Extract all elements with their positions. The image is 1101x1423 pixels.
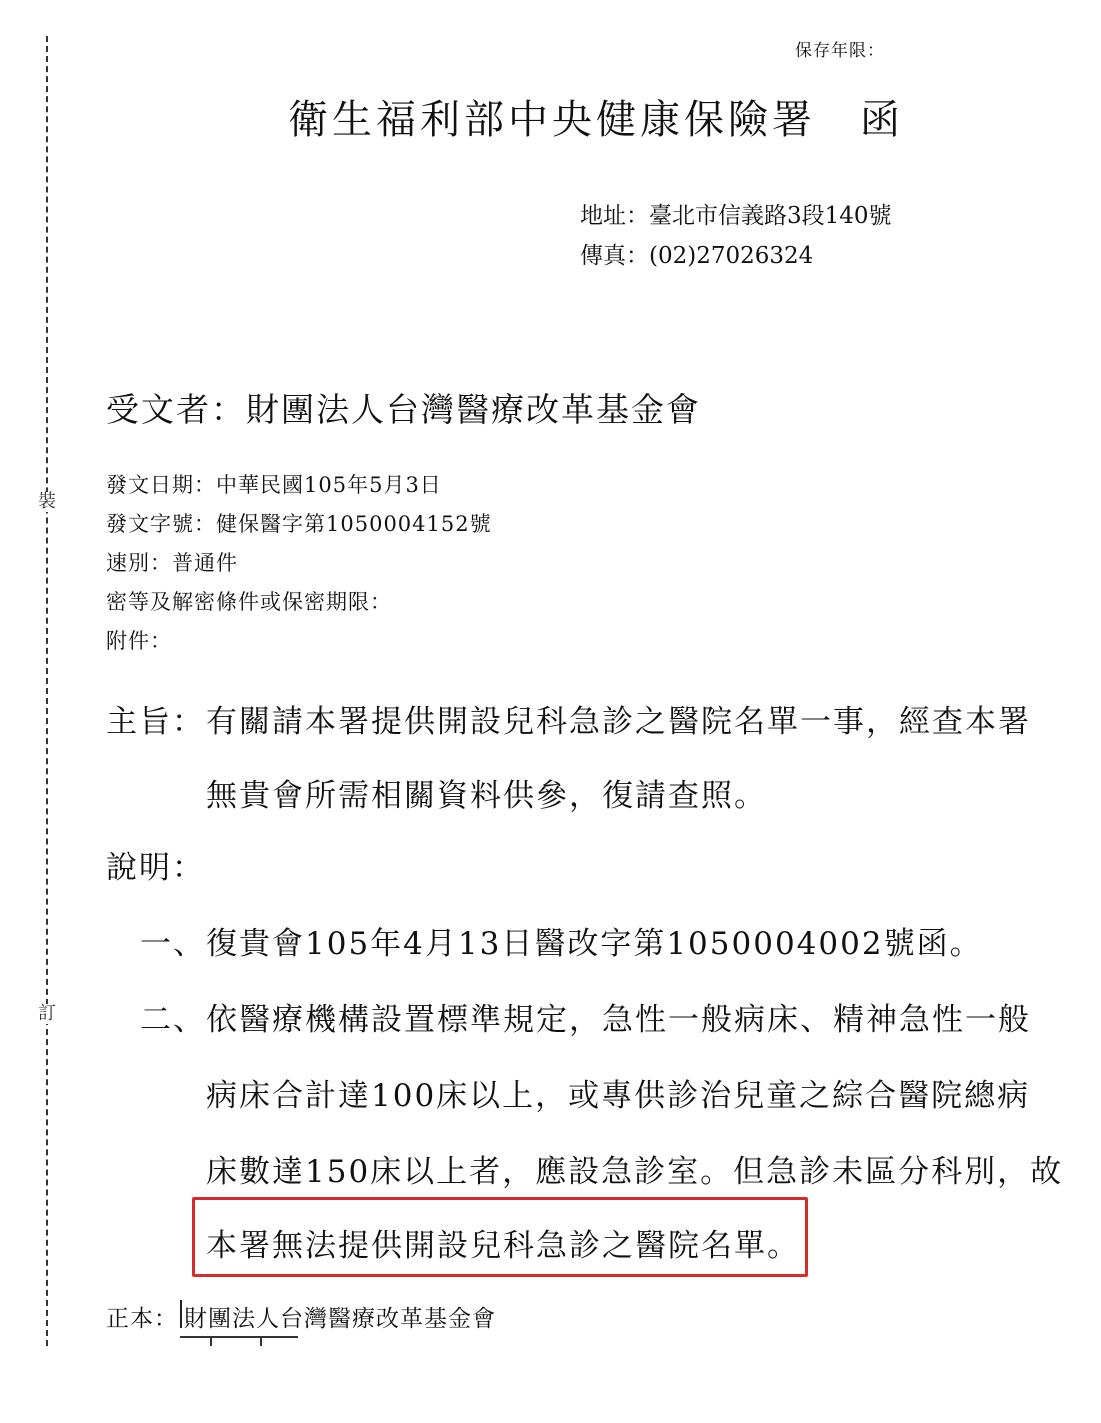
agency-name: 衛生福利部中央健康保險署 bbox=[288, 97, 816, 143]
item-number-2: 二、 bbox=[140, 1002, 206, 1038]
letter-title bbox=[288, 88, 904, 145]
copy-to-recipient: 財團法人台灣醫療改革基金會 bbox=[184, 1306, 496, 1332]
reference-number: 發文字號：健保醫字第1050004152號 bbox=[106, 512, 492, 536]
item-2-line-3: 床數達150床以上者，應設急診室。但急診未區分科別，故 bbox=[206, 1154, 1064, 1190]
sender-info bbox=[580, 196, 892, 276]
binding-dashed-line bbox=[46, 36, 48, 1346]
copy-to-marker bbox=[180, 1300, 182, 1328]
cropped-next-line bbox=[180, 1336, 298, 1348]
retention-period-label: 保存年限： bbox=[795, 41, 885, 61]
document-meta bbox=[106, 466, 492, 661]
secrecy-level: 密等及解密條件或保密期限： bbox=[106, 590, 392, 614]
sender-address: 地址：臺北市信義路3段140號 bbox=[580, 203, 892, 229]
highlight-box bbox=[192, 1197, 808, 1277]
binding-mark-bottom: 訂 bbox=[38, 1003, 56, 1024]
recipient: 受文者：財團法人台灣醫療改革基金會 bbox=[106, 390, 701, 429]
attachment: 附件： bbox=[106, 629, 172, 653]
item-2-line-1: 依醫療機構設置標準規定，急性一般病床、精神急性一般 bbox=[206, 1002, 1031, 1038]
item-number-1: 一、 bbox=[140, 926, 206, 962]
item-2-line-4: 本署無法提供開設兒科急診之醫院名單。 bbox=[206, 1228, 800, 1264]
item-1-line-1: 復貴會105年4月13日醫改字第1050004002號函。 bbox=[206, 926, 983, 962]
document-type: 函 bbox=[860, 97, 904, 143]
delivery-speed: 速別：普通件 bbox=[106, 551, 238, 575]
sender-fax: 傳真：(02)27026324 bbox=[580, 243, 814, 269]
binding-mark-top: 裝 bbox=[38, 491, 56, 512]
issue-date: 發文日期：中華民國105年5月3日 bbox=[106, 473, 442, 497]
copy-to-label: 正本： bbox=[106, 1306, 178, 1332]
subject-line-1: 有關請本署提供開設兒科急診之醫院名單一事，經查本署 bbox=[206, 704, 1031, 740]
item-2-line-2: 病床合計達100床以上，或專供診治兒童之綜合醫院總病 bbox=[206, 1078, 1031, 1114]
subject-label: 主旨： bbox=[106, 704, 205, 740]
subject-line-2: 無貴會所需相關資料供參，復請查照。 bbox=[206, 778, 767, 814]
explanation-label: 說明： bbox=[106, 850, 205, 886]
